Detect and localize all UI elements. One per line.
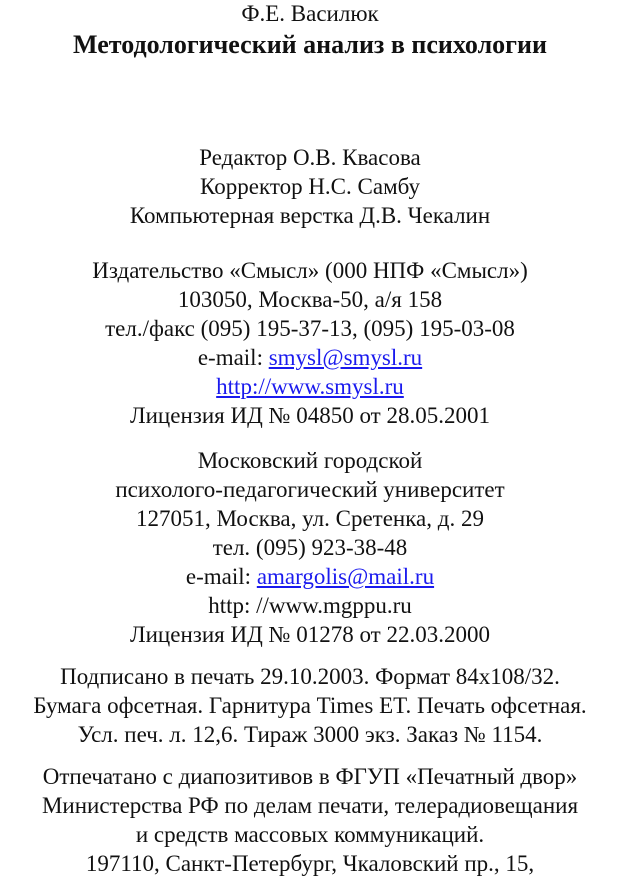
university-email-line (0, 564, 620, 590)
university-email-prefix: e-mail: (185, 564, 257, 589)
printer-line3: и средств массовых коммуникаций. (135, 822, 485, 847)
printer-line4: 197110, Санкт-Петербург, Чкаловский пр., 15, (85, 851, 535, 876)
university-phone: тел. (095) 923-38-48 (212, 535, 408, 560)
university-name-line1: Московский городской (197, 448, 423, 473)
university-license: Лицензия ИД № 01278 от 22.03.2000 (130, 622, 490, 647)
corrector-line: Корректор Н.С. Самбу (200, 174, 420, 199)
author-name: Ф.Е. Василюк (241, 1, 379, 26)
editor-line: Редактор О.В. Квасова (199, 145, 421, 170)
layout-line: Компьютерная верстка Д.В. Чекалин (129, 203, 491, 228)
publisher-website-line (0, 374, 620, 400)
publisher-email-prefix: e-mail: (197, 345, 269, 370)
publisher-license: Лицензия ИД № 04850 от 28.05.2001 (130, 403, 490, 428)
publisher-phone: тел./факс (095) 195-37-13, (095) 195-03-08 (105, 316, 515, 341)
publisher-email-line (0, 345, 620, 371)
university-email-link[interactable]: amargolis@mail.ru (256, 564, 435, 589)
publisher-address: 103050, Москва-50, а/я 158 (177, 287, 443, 312)
publisher-email-link[interactable]: smysl@smysl.ru (268, 345, 423, 370)
print-info-line3: Усл. печ. л. 12,6. Тираж 3000 экз. Заказ № 1154. (77, 722, 543, 747)
university-address: 127051, Москва, ул. Сретенка, д. 29 (136, 506, 484, 531)
printer-line2: Министерства РФ по делам печати, телерадиовещания (41, 793, 579, 818)
book-title: Методологический анализ в психологии (73, 30, 547, 59)
publisher-name: Издательство «Смысл» (000 НПФ «Смысл») (92, 258, 528, 283)
publisher-website-link[interactable]: http://www.smysl.ru (216, 374, 404, 399)
print-info-line2: Бумага офсетная. Гарнитура Times ET. Печать офсетная. (33, 693, 587, 718)
print-info-line1: Подписано в печать 29.10.2003. Формат 84x108/32. (60, 664, 560, 689)
university-website: http: //www.mgppu.ru (208, 593, 412, 618)
university-name-line2: психолого-педагогический университет (115, 477, 505, 502)
printer-line1: Отпечатано с диапозитивов в ФГУП «Печатный двор» (42, 764, 578, 789)
